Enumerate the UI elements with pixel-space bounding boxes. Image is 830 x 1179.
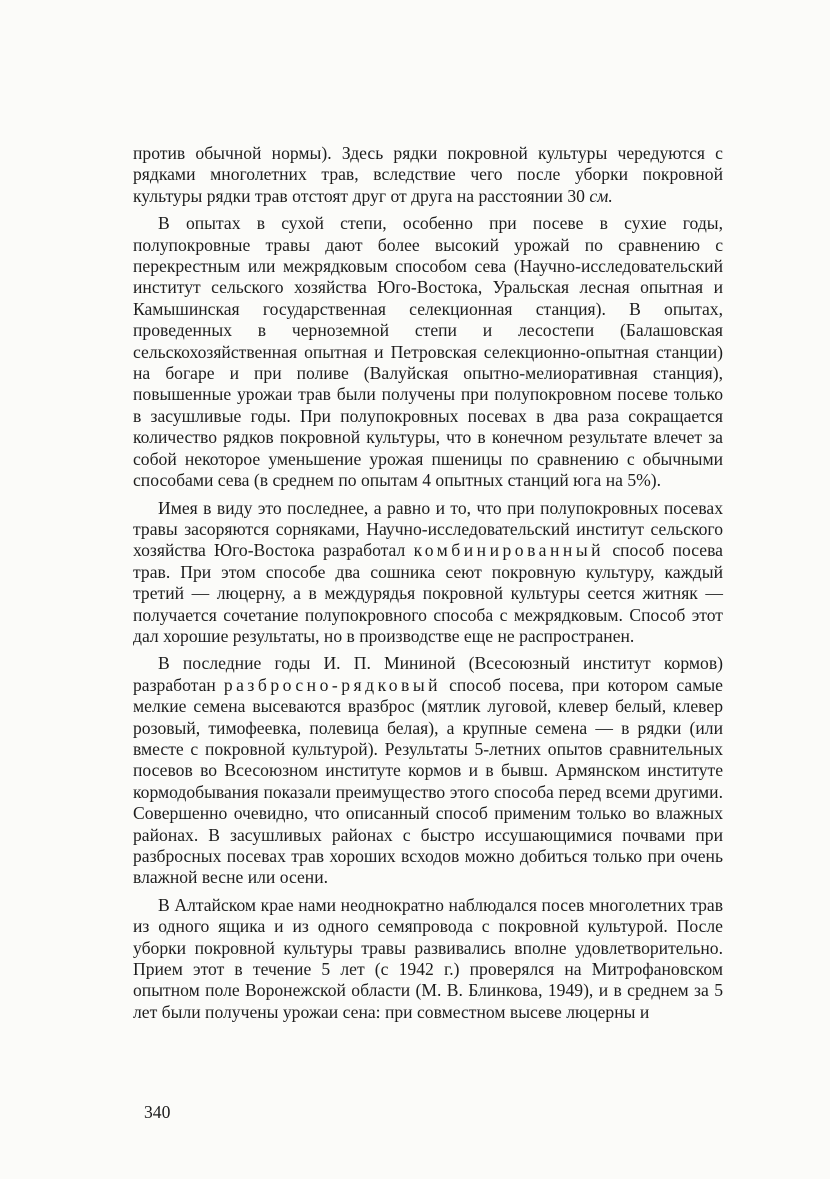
paragraph-4 bbox=[133, 653, 723, 888]
page-number: 340 bbox=[144, 1102, 171, 1122]
paragraph-1-text: против обычной нормы). Здесь рядки покровной культуры чередуются с рядками многолетних трав, вследствие чего после уборки покровной культуры рядки трав отстоят друг от друга на расстоянии 30 bbox=[133, 143, 723, 206]
paragraph-1 bbox=[133, 143, 723, 207]
term-scatter-row-method: разбросно-рядковый bbox=[223, 674, 442, 695]
paragraph-3-before: Имея в виду это последнее, а равно и то, что при полупокровных посевах травы засоряются сорняками, Научно-исследовательский институт сельского хозяйства Юго-Востока разработал bbox=[133, 497, 723, 561]
paragraph-2 bbox=[133, 213, 723, 491]
page-text-body bbox=[133, 143, 723, 1029]
paragraph-3 bbox=[133, 498, 723, 648]
term-combined-method: комбинированный bbox=[413, 540, 605, 561]
paragraph-4-before: В последние годы И. П. Мининой (Всесоюзный институт кормов) разработан bbox=[133, 653, 723, 695]
paragraph-3-after: способ посева трав. При этом способе два сошника сеют покровную культуру, каждый третий — люцерну, а в междурядья покровной культуры сеется житняк — получается сочетание полупокровного способа с межрядковым. Способ этот дал хорошие результаты, но в производстве еще не распространен. bbox=[133, 540, 723, 646]
unit-cm: см. bbox=[589, 185, 613, 206]
paragraph-2-text: В опытах в сухой степи, особенно при посеве в сухие годы, полупокровные травы дают более высокий урожай по сравнению с перекрестным или межрядковым способом сева (Научно-исследовательский институт сельского хозяйства Юго-Востока, Уральская лесная опытная и Камышинская государственная селекционная станция). В опытах, проведенных в черноземной степи и лесостепи (Балашовская сельскохозяйственная опытная и Петровская селекционно-опытная станции) на богаре и при поливе (Валуйская опытно-мелиоративная станция), повышенные урожаи трав были получены при полупокровном посеве только в засушливые годы. При полупокровных посевах в два раза сокращается количество рядков покровной культуры, что в конечном результате влечет за собой некоторое уменьшение урожая пшеницы по сравнению с обычными способами сева (в среднем по опытам 4 опытных станций юга на 5%). bbox=[133, 213, 723, 491]
paragraph-5 bbox=[133, 895, 723, 1023]
paragraph-4-after: способ посева, при котором самые мелкие семена высеваются вразброс (мятлик луговой, клевер белый, клевер розовый, тимофеевка, полевица белая), а крупные семена — в рядки (или вместе с покровной культурой). Результаты 5-летних опытов сравнительных посевов во Всесоюзном институте кормов и в бывш. Армянском институте кормодобывания показали преимущество этого способа перед всеми другими. Совершенно очевидно, что описанный способ применим только во влажных районах. В засушливых районах с быстро иссушающимися почвами при разбросных посевах трав хороших всходов можно добиться только при очень влажной весне или осени. bbox=[133, 674, 723, 888]
paragraph-5-text: В Алтайском крае нами неоднократно наблюдался посев многолетних трав из одного ящика и из одного семяпровода с покровной культурой. После уборки покровной культуры травы развивались вполне удовлетворительно. Прием этот в течение 5 лет (с 1942 г.) проверялся на Митрофановском опытном поле Воронежской области (М. В. Блинкова, 1949), и в среднем за 5 лет были получены урожаи сена: при совместном высеве люцерны и bbox=[133, 894, 723, 1022]
